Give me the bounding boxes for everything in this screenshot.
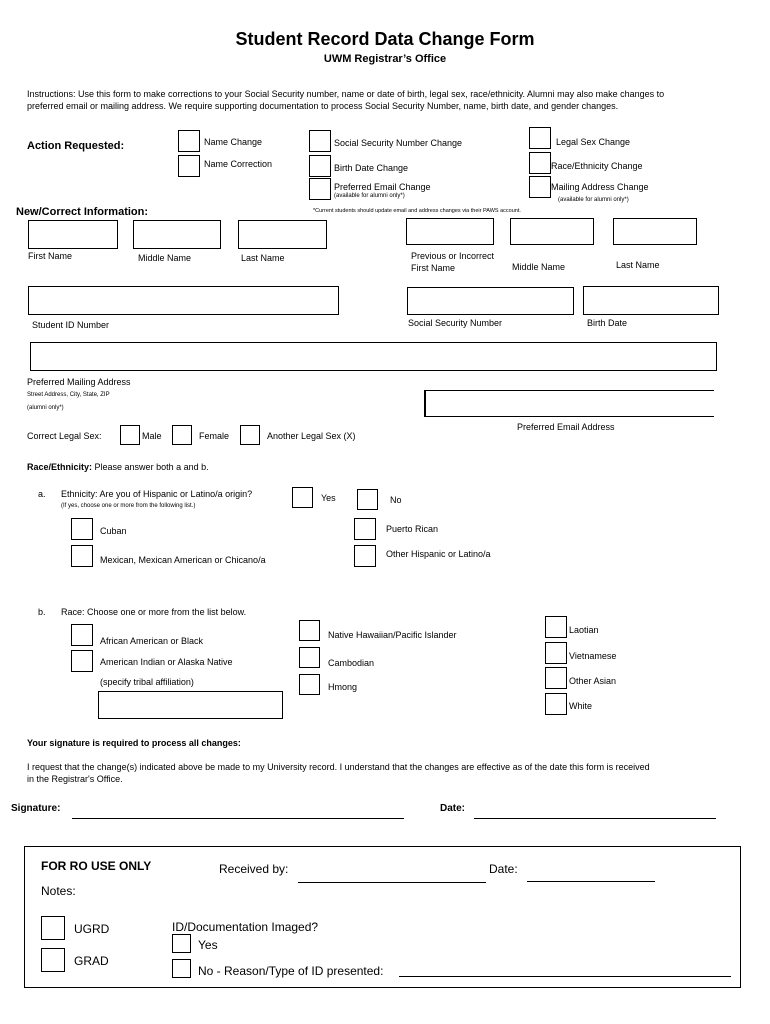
birth-date-input[interactable] (583, 286, 719, 315)
race-change-label: Race/Ethnicity Change (551, 161, 643, 171)
legal-sex-label: Correct Legal Sex: (27, 431, 102, 441)
id-doc-yes-label: Yes (198, 938, 218, 952)
female-label: Female (199, 431, 230, 441)
another-sex-label: Another Legal Sex (X) (267, 431, 356, 441)
mailing-address-input[interactable] (30, 342, 717, 371)
vietnamese-checkbox[interactable] (545, 642, 567, 664)
id-reason-line[interactable] (399, 976, 731, 977)
name-change-checkbox[interactable] (178, 130, 200, 152)
student-id-label: Student ID Number (32, 320, 110, 330)
part-a-letter: a. (38, 489, 46, 499)
prev-middle-name-input[interactable] (510, 218, 594, 245)
part-b-question: Race: Choose one or more from the list below. (61, 607, 247, 617)
african-american-label: African American or Black (100, 636, 204, 646)
prev-last-name-label: Last Name (616, 260, 660, 270)
birth-date-change-label: Birth Date Change (334, 163, 409, 173)
cambodian-checkbox[interactable] (299, 647, 320, 668)
first-name-input[interactable] (28, 220, 118, 249)
email-change-label: Preferred Email Change (334, 182, 431, 192)
ro-received-label: Received by: (219, 862, 289, 876)
hispanic-yes-label: Yes (321, 493, 336, 503)
another-sex-checkbox[interactable] (240, 425, 260, 445)
hmong-label: Hmong (328, 682, 358, 692)
mexican-label: Mexican, Mexican American or Chicano/a (100, 555, 266, 565)
birth-date-change-checkbox[interactable] (309, 155, 331, 177)
ro-date-label: Date: (489, 862, 518, 876)
ro-date-line[interactable] (527, 881, 655, 882)
mailing-address-label: Preferred Mailing Address (27, 377, 131, 387)
ro-received-line[interactable] (298, 882, 486, 883)
address-hint: Street Address, City, State, ZIP (27, 392, 110, 398)
current-students-note: *Current students should update email and address changes via their PAWS account. (313, 208, 521, 214)
prev-first-name-input[interactable] (406, 218, 494, 245)
other-hispanic-checkbox[interactable] (354, 545, 376, 567)
name-change-label: Name Change (204, 137, 263, 147)
id-doc-no-checkbox[interactable] (172, 959, 191, 978)
other-asian-checkbox[interactable] (545, 667, 567, 689)
white-label: White (569, 701, 593, 711)
last-name-input[interactable] (238, 220, 327, 249)
signature-required: Your signature is required to process all changes: (27, 738, 241, 748)
signature-date-line[interactable] (474, 818, 716, 819)
signature-statement-1: I request that the change(s) indicated above be made to my University record. I understand that the changes are effective as of the date this form is received (27, 762, 650, 772)
signature-statement-2: in the Registrar's Office. (27, 774, 123, 784)
ro-notes-label: Notes: (41, 884, 76, 898)
part-b-letter: b. (38, 607, 46, 617)
prev-first-name-label-1: Previous or Incorrect (411, 251, 495, 261)
id-doc-label: ID/Documentation Imaged? (172, 920, 319, 934)
race-heading-bold: Race/Ethnicity: (27, 462, 93, 472)
laotian-label: Laotian (569, 625, 599, 635)
email-input[interactable] (424, 390, 714, 417)
other-asian-label: Other Asian (569, 676, 617, 686)
african-american-checkbox[interactable] (71, 624, 93, 646)
signature-line[interactable] (72, 818, 404, 819)
first-name-label: First Name (28, 251, 73, 261)
part-a-hint: (If yes, choose one or more from the following list.) (61, 503, 196, 509)
tribal-affiliation-label: (specify tribal affiliation) (100, 677, 194, 687)
new-info-heading: New/Correct Information: (16, 206, 149, 218)
cambodian-label: Cambodian (328, 658, 375, 668)
birth-date-label: Birth Date (587, 318, 628, 328)
race-change-checkbox[interactable] (529, 152, 551, 174)
ssn-input[interactable] (407, 287, 574, 315)
email-change-note: (available for alumni only*) (334, 193, 405, 199)
email-label: Preferred Email Address (517, 422, 615, 432)
name-correction-checkbox[interactable] (178, 155, 200, 177)
cuban-checkbox[interactable] (71, 518, 93, 540)
ugrd-checkbox[interactable] (41, 916, 65, 940)
ssn-change-checkbox[interactable] (309, 130, 331, 152)
mailing-change-label: Mailing Address Change (551, 182, 649, 192)
last-name-label: Last Name (241, 253, 285, 263)
legal-sex-change-label: Legal Sex Change (556, 137, 631, 147)
mexican-checkbox[interactable] (71, 545, 93, 567)
cuban-label: Cuban (100, 526, 127, 536)
ugrd-label: UGRD (74, 922, 110, 936)
legal-sex-change-checkbox[interactable] (529, 127, 551, 149)
prev-last-name-input[interactable] (613, 218, 697, 245)
hispanic-no-checkbox[interactable] (357, 489, 378, 510)
middle-name-input[interactable] (133, 220, 221, 249)
address-alumni-only: (alumni only*) (27, 405, 64, 411)
hawaiian-checkbox[interactable] (299, 620, 320, 641)
signature-date-label: Date: (440, 803, 466, 814)
race-heading (27, 462, 209, 472)
female-checkbox[interactable] (172, 425, 192, 445)
mailing-change-checkbox[interactable] (529, 176, 551, 198)
hispanic-no-label: No (390, 495, 402, 505)
vietnamese-label: Vietnamese (569, 651, 617, 661)
signature-label: Signature: (11, 803, 61, 814)
form-title: Student Record Data Change Form (235, 29, 535, 49)
male-checkbox[interactable] (120, 425, 140, 445)
american-indian-label: American Indian or Alaska Native (100, 657, 233, 667)
male-label: Male (142, 431, 162, 441)
middle-name-label: Middle Name (138, 253, 192, 263)
puerto-rican-checkbox[interactable] (354, 518, 376, 540)
prev-first-name-label-2: First Name (411, 263, 456, 273)
white-checkbox[interactable] (545, 693, 567, 715)
other-hispanic-label: Other Hispanic or Latino/a (386, 549, 491, 559)
part-a-question: Ethnicity: Are you of Hispanic or Latino/a origin? (61, 489, 253, 499)
race-heading-rest: Please answer both a and b. (92, 462, 209, 472)
prev-middle-name-label: Middle Name (512, 262, 566, 272)
instructions-line-1: Instructions: Use this form to make corrections to your Social Security number, name or date of birth, legal sex, race/ethnicity. Alumni may also make changes to (27, 89, 665, 99)
laotian-checkbox[interactable] (545, 616, 567, 638)
id-doc-yes-checkbox[interactable] (172, 934, 191, 953)
grad-label: GRAD (74, 954, 109, 968)
name-correction-label: Name Correction (204, 159, 273, 169)
form-subtitle: UWM Registrar’s Office (323, 53, 447, 65)
action-requested-label: Action Requested: (27, 140, 125, 152)
ssn-label: Social Security Number (408, 318, 503, 328)
ssn-change-label: Social Security Number Change (334, 138, 463, 148)
email-change-checkbox[interactable] (309, 178, 331, 200)
ro-title: FOR RO USE ONLY (41, 859, 152, 873)
student-id-input[interactable] (28, 286, 339, 315)
hawaiian-label: Native Hawaiian/Pacific Islander (328, 630, 457, 640)
id-doc-no-label: No - Reason/Type of ID presented: (198, 964, 384, 978)
hmong-checkbox[interactable] (299, 674, 320, 695)
instructions-line-2: preferred email or mailing address. We require supporting documentation to process Social Security Number, name, birth date, and gender changes. (27, 101, 619, 111)
tribal-affiliation-input[interactable] (98, 691, 283, 719)
mailing-change-note: (available for alumni only*) (558, 197, 629, 203)
grad-checkbox[interactable] (41, 948, 65, 972)
puerto-rican-label: Puerto Rican (386, 524, 439, 534)
american-indian-checkbox[interactable] (71, 650, 93, 672)
hispanic-yes-checkbox[interactable] (292, 487, 313, 508)
